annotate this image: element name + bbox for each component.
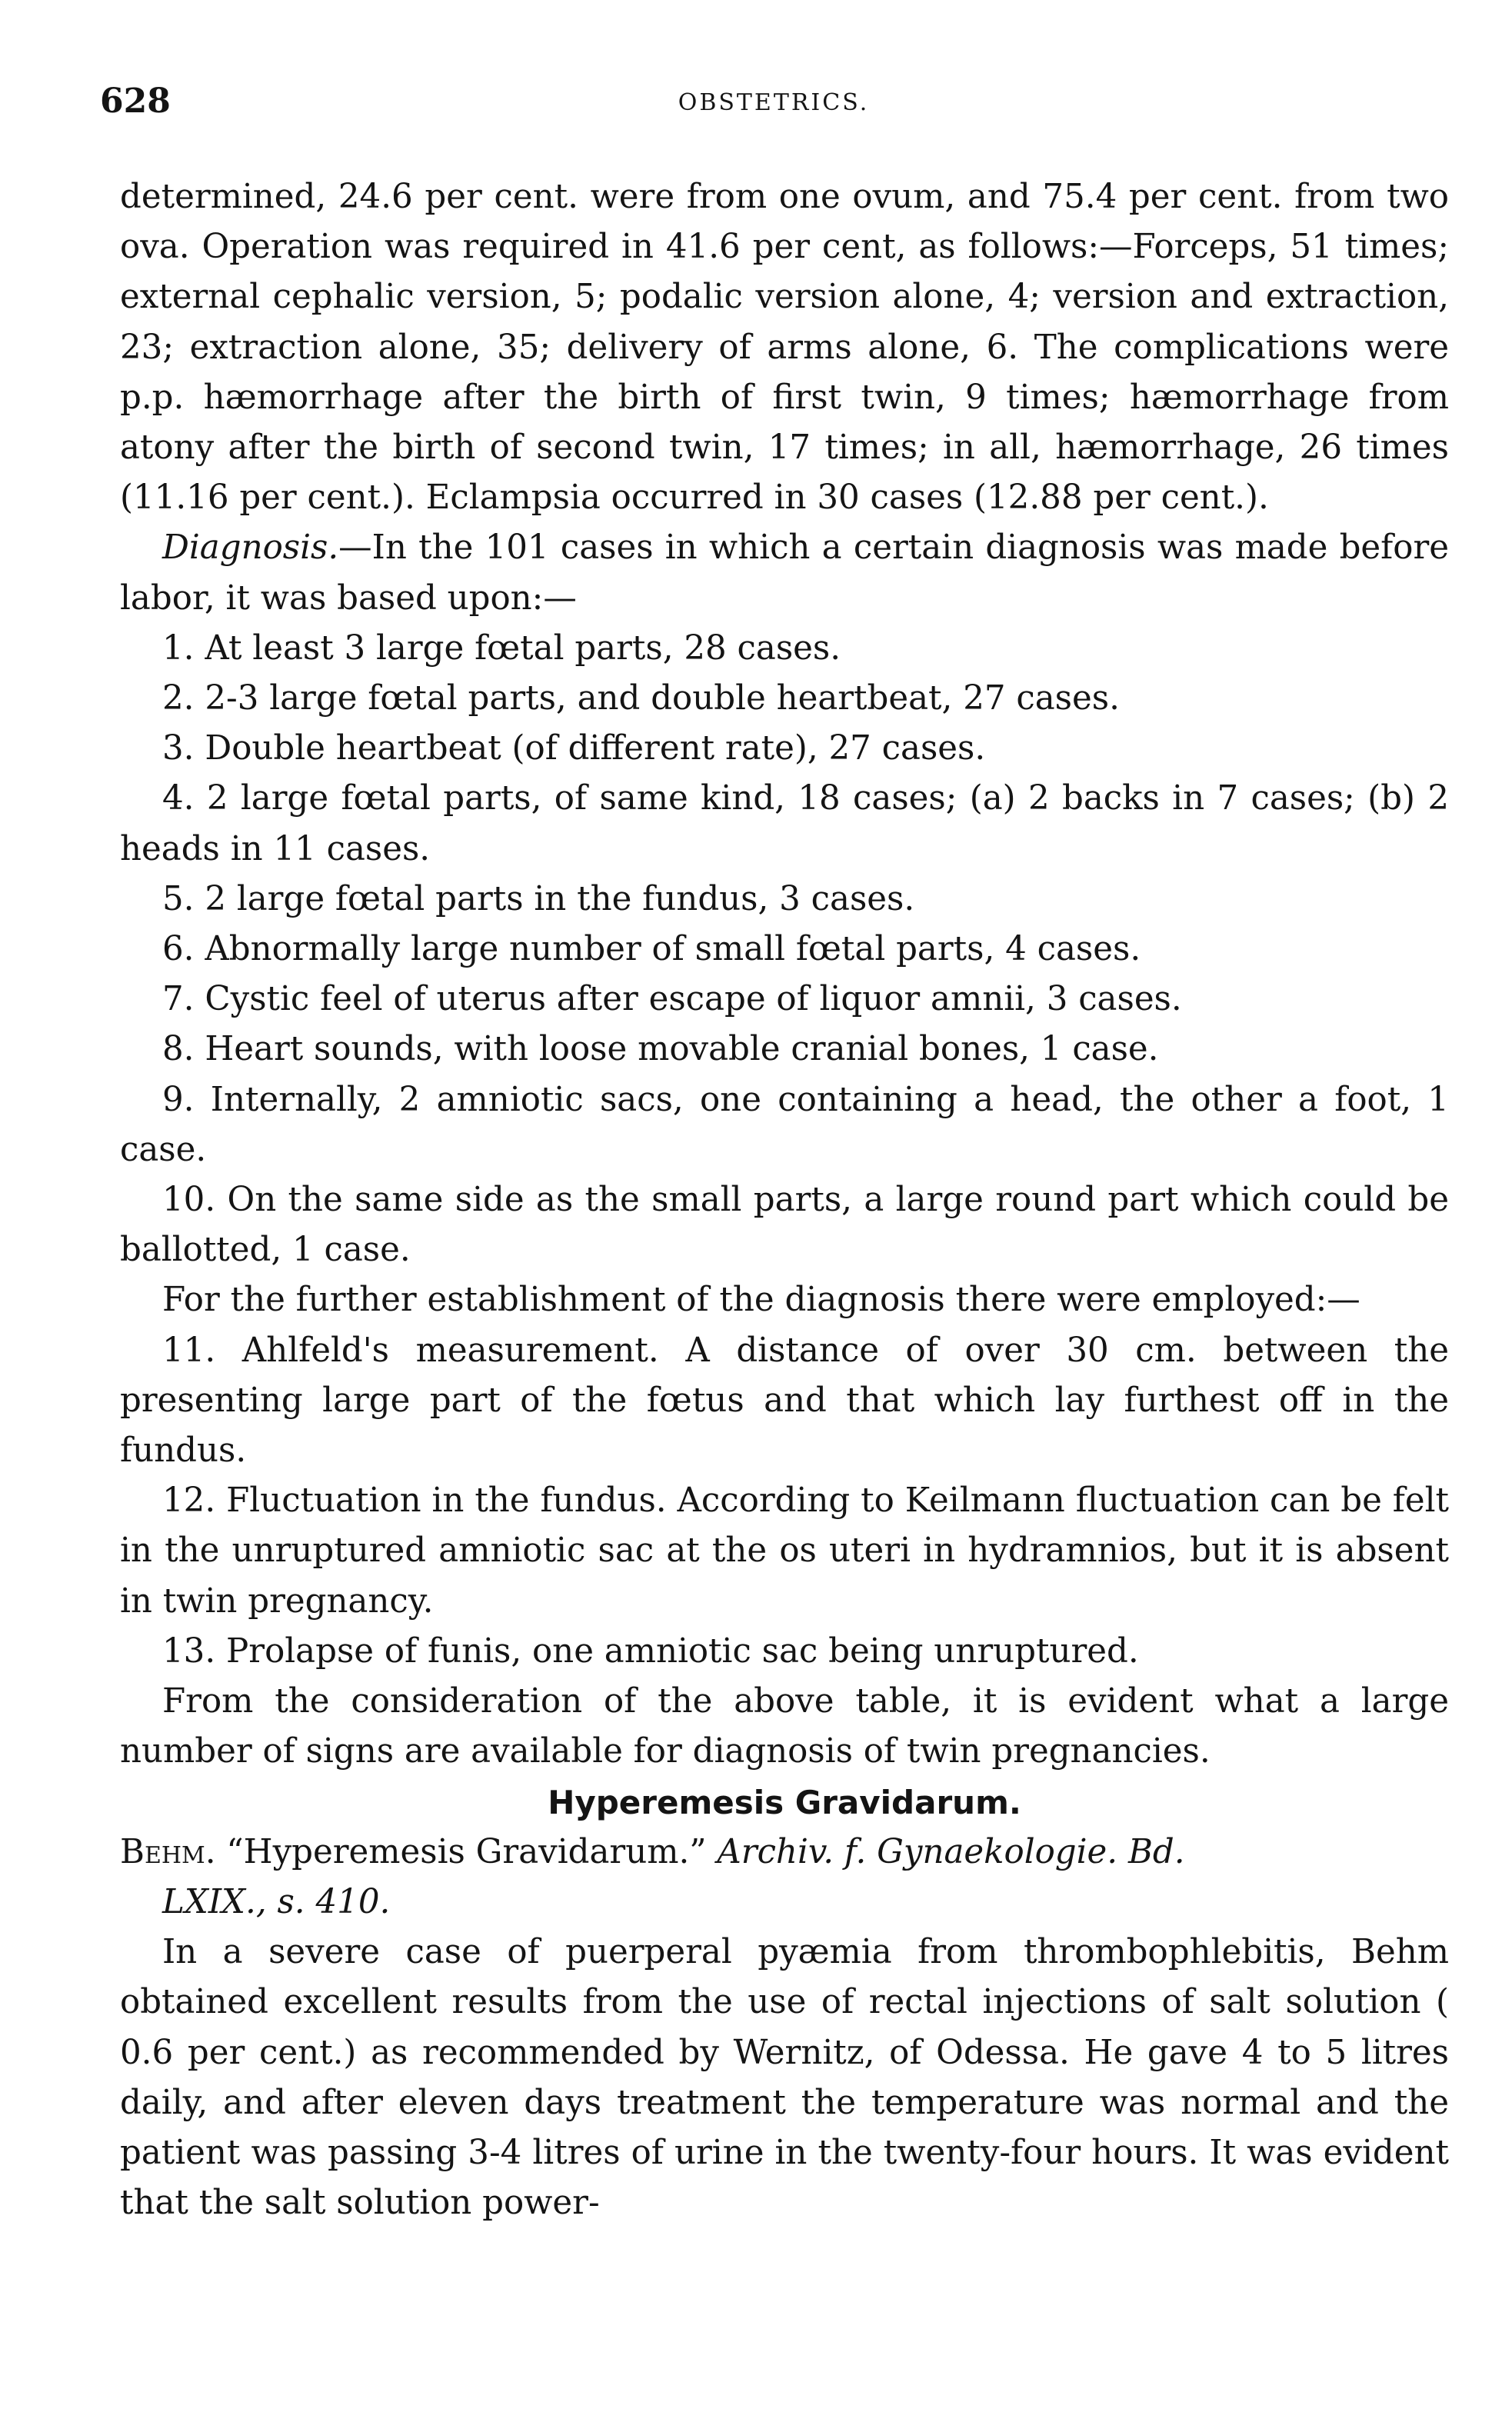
diagnosis-item-6: 6. Abnormally large number of small fœtal parts, 4 cases.: [162, 930, 1141, 969]
diagnosis-item-10: 10. On the same side as the small parts, a large round part which could be ballotted, 1 case.: [120, 1181, 1449, 1270]
further-item-13: 13. Prolapse of funis, one amniotic sac being unruptured.: [162, 1631, 1139, 1671]
diagnosis-paragraph: [120, 523, 1449, 623]
diagnosis-item-9: 9. Internally, 2 amniotic sacs, one containing a head, the other a foot, 1 case.: [120, 1080, 1449, 1169]
diagnosis-item-1: 1. At least 3 large fœtal parts, 28 cases.: [162, 628, 841, 668]
diagnosis-item-4: 4. 2 large fœtal parts, of same kind, 18 cases; (a) 2 backs in 7 cases; (b) 2 heads in 11 cases.: [120, 779, 1449, 868]
intro-paragraph: determined, 24.6 per cent. were from one ovum, and 75.4 per cent. from two ova. Operation was required in 41.6 per cent, as follows:—Forceps, 51 times; external cephalic version, 5; podalic version alone, 4; version and extraction, 23; extraction alone, 35; delivery of arms alone, 6. The complications were p.p. hæmorrhage after the birth of first twin, 9 times; hæmorrhage from atony after the birth of second twin, 17 times; in all, hæmorrhage, 26 times (11.16 per cent.). Eclampsia occurred in 30 cases (12.88 per cent.).: [120, 178, 1449, 518]
running-title: OBSTETRICS.: [678, 89, 870, 116]
page-number: 628: [100, 82, 171, 121]
citation-journal: Archiv. f. Gynaekologie. Bd.: [717, 1832, 1185, 1871]
citation-author: Behm.: [120, 1832, 216, 1871]
diagnosis-item-8: 8. Heart sounds, with loose movable cranial bones, 1 case.: [162, 1030, 1159, 1069]
page-header: [100, 82, 1447, 135]
conclusion-paragraph: From the consideration of the above table, it is evident what a large number of signs are available for diagnosis of twin pregnancies.: [120, 1682, 1449, 1771]
diagnosis-label: Diagnosis.: [162, 528, 339, 568]
diagnosis-item-2: 2. 2-3 large fœtal parts, and double heartbeat, 27 cases.: [162, 679, 1120, 718]
section-heading: Hyperemesis Gravidarum.: [548, 1783, 1021, 1821]
citation-title: “Hyperemesis Gravidarum.”: [226, 1832, 707, 1871]
further-intro-paragraph: For the further establishment of the diagnosis there were employed:—: [162, 1281, 1360, 1320]
page-body: [120, 172, 1449, 2228]
diagnosis-item-7: 7. Cystic feel of uterus after escape of liquor amnii, 3 cases.: [162, 980, 1182, 1019]
citation-volume: LXIX., s. 410.: [162, 1882, 391, 1921]
diagnosis-item-5: 5. 2 large fœtal parts in the fundus, 3 cases.: [162, 879, 915, 918]
diagnosis-item-3: 3. Double heartbeat (of different rate), 27 cases.: [162, 729, 986, 768]
citation: [120, 1828, 1449, 1928]
abstract-paragraph: In a severe case of puerperal pyæmia from thrombophlebitis, Behm obtained excellent results from the use of rectal injections of salt solution ( 0.6 per cent.) as recommended by Wernitz, of Odessa. He gave 4 to 5 litres daily, and after eleven days treatment the temperature was normal and the patient was passing 3-4 litres of urine in the twenty-four hours. It was evident that the salt solution power-: [120, 1933, 1449, 2223]
further-item-11: 11. Ahlfeld's measurement. A distance of over 30 cm. between the presenting large part of the fœtus and that which lay furthest off in the fundus.: [120, 1331, 1449, 1471]
further-item-12: 12. Fluctuation in the fundus. According to Keilmann fluctuation can be felt in the unruptured amniotic sac at the os uteri in hydramnios, but it is absent in twin pregnancy.: [120, 1481, 1449, 1621]
diagnosis-text: —In the 101 cases in which a certain diagnosis was made before labor, it was based upon:—: [120, 528, 1449, 618]
